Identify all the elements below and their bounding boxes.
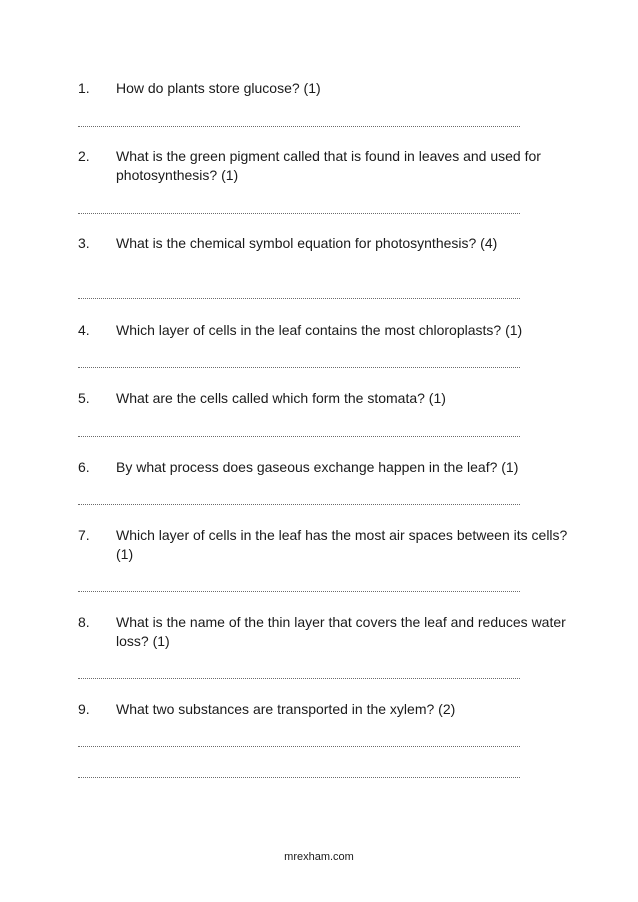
question-text: How do plants store glucose? (1) bbox=[116, 80, 321, 96]
question-number: 3. bbox=[78, 235, 90, 251]
question-number: 2. bbox=[78, 148, 90, 164]
question-7 bbox=[78, 526, 568, 564]
question-number: 5. bbox=[78, 390, 90, 406]
question-number: 7. bbox=[78, 527, 90, 543]
question-text: What is the green pigment called that is found in leaves and used for photosynthesis? (1) bbox=[116, 148, 541, 183]
answer-line[interactable] bbox=[78, 504, 520, 505]
question-number: 1. bbox=[78, 80, 90, 96]
answer-line[interactable] bbox=[78, 298, 520, 299]
answer-line[interactable] bbox=[78, 436, 520, 437]
question-5 bbox=[78, 389, 568, 408]
question-text: What is the name of the thin layer that covers the leaf and reduces water loss? (1) bbox=[116, 614, 566, 649]
question-text: By what process does gaseous exchange happen in the leaf? (1) bbox=[116, 459, 519, 475]
question-1 bbox=[78, 79, 568, 98]
footer-site: mrexham.com bbox=[284, 851, 354, 863]
answer-line[interactable] bbox=[78, 777, 520, 778]
question-6 bbox=[78, 458, 568, 477]
question-text: What two substances are transported in the xylem? (2) bbox=[116, 701, 456, 717]
question-number: 9. bbox=[78, 701, 90, 717]
question-4 bbox=[78, 321, 568, 340]
answer-line[interactable] bbox=[78, 591, 520, 592]
question-number: 8. bbox=[78, 614, 90, 630]
answer-line[interactable] bbox=[78, 678, 520, 679]
answer-line[interactable] bbox=[78, 213, 520, 214]
answer-line[interactable] bbox=[78, 746, 520, 747]
question-number: 4. bbox=[78, 322, 90, 338]
question-text: Which layer of cells in the leaf contains the most chloroplasts? (1) bbox=[116, 322, 523, 338]
answer-line[interactable] bbox=[78, 126, 520, 127]
question-number: 6. bbox=[78, 459, 90, 475]
question-text: What is the chemical symbol equation for photosynthesis? (4) bbox=[116, 235, 498, 251]
question-3 bbox=[78, 234, 568, 253]
question-text: Which layer of cells in the leaf has the most air spaces between its cells? (1) bbox=[116, 527, 568, 562]
question-2 bbox=[78, 147, 568, 185]
answer-line[interactable] bbox=[78, 367, 520, 368]
question-8 bbox=[78, 613, 568, 651]
question-text: What are the cells called which form the stomata? (1) bbox=[116, 390, 446, 406]
question-9 bbox=[78, 700, 568, 719]
